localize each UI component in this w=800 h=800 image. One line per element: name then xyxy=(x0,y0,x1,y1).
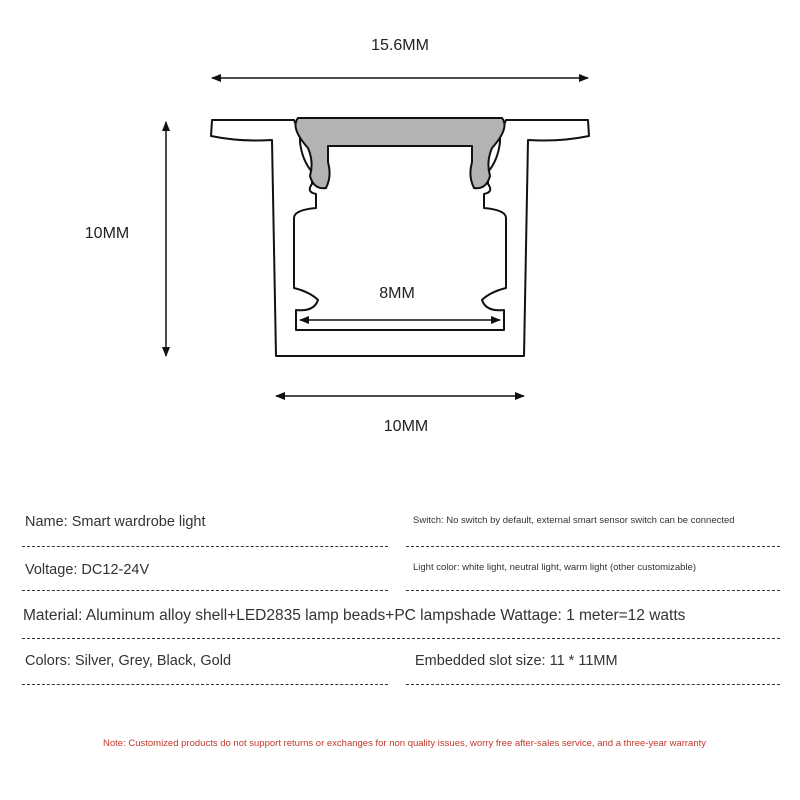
divider xyxy=(22,546,388,547)
bottom-width-label: 10MM xyxy=(383,418,429,435)
spec-light-color: Light color: white light, neutral light, warm light (other customizable) xyxy=(413,562,697,573)
spec-name: Name: Smart wardrobe light xyxy=(25,514,206,530)
divider xyxy=(22,590,388,591)
inner-width-label: 8MM xyxy=(379,285,415,302)
top-width-label: 15.6MM xyxy=(371,37,429,54)
spec-slot-size: Embedded slot size: 11 * 11MM xyxy=(415,653,618,669)
divider xyxy=(406,546,780,547)
divider xyxy=(22,684,388,685)
divider xyxy=(406,684,780,685)
pc-lampshade xyxy=(296,118,505,188)
divider xyxy=(22,638,780,639)
divider xyxy=(406,590,780,591)
spec-switch: Switch: No switch by default, external smart sensor switch can be connected xyxy=(413,515,735,526)
warranty-note: Note: Customized products do not support returns or exchanges for non quality issues, worry free after-sales service, and a three-year warranty xyxy=(103,738,707,749)
spec-material-wattage: Material: Aluminum alloy shell+LED2835 lamp beads+PC lampshade Wattage: 1 meter=12 watts xyxy=(23,607,686,624)
spec-voltage: Voltage: DC12-24V xyxy=(25,562,150,578)
height-label: 10MM xyxy=(84,225,130,242)
spec-colors: Colors: Silver, Grey, Black, Gold xyxy=(25,653,232,669)
